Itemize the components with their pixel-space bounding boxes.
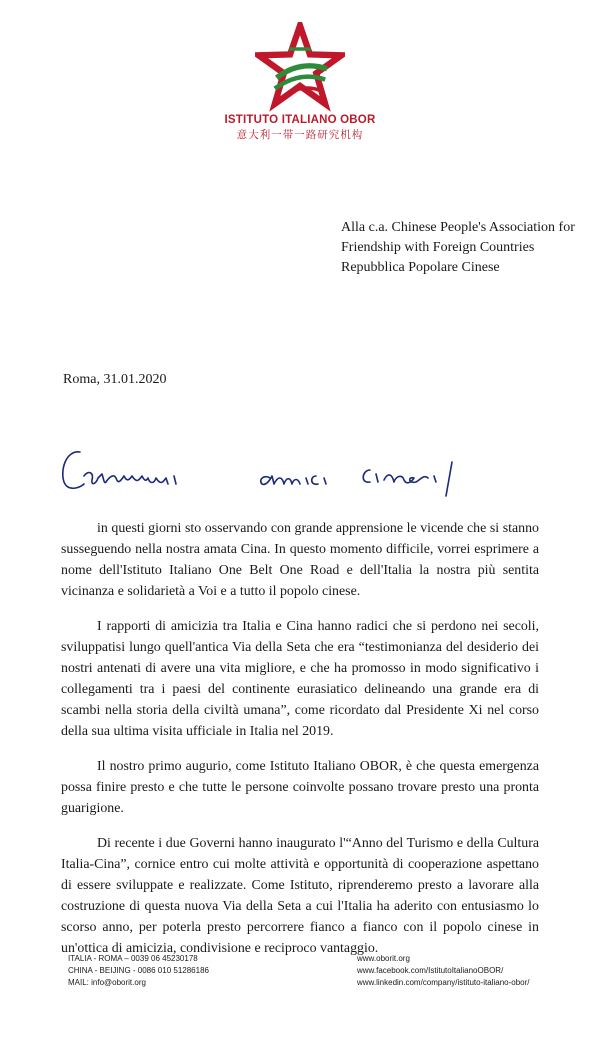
- footer-phone-china: CHINA - BEIJING - 0086 010 51286186: [68, 966, 209, 975]
- org-name: ISTITUTO ITALIANO OBOR: [224, 114, 376, 126]
- footer-linkedin-link[interactable]: www.linkedin.com/company/istituto-italiano-obor/: [357, 978, 530, 987]
- footer-links: [357, 953, 530, 989]
- letter-date: Roma, 31.01.2020: [63, 372, 167, 387]
- recipient-line: Repubblica Popolare Cinese: [341, 260, 500, 275]
- body-paragraph: in questi giorni sto osservando con grande apprensione le vicende che si stanno susseguendo nella nostra amata Cina. In questo momento difficile, vorrei esprimere a nome dell'Istituto Italiano One Belt One Road e dell'Italia la nostra più sentita vicinanza e solidarietà a Voi e a tutto il popolo cinese.: [61, 521, 539, 599]
- footer-facebook-link[interactable]: www.facebook.com/IstitutoItalianoOBOR/: [357, 966, 504, 975]
- footer-website-link[interactable]: www.oborit.org: [357, 954, 410, 963]
- footer-phone-italy: ITALIA - ROMA – 0039 06 45230178: [68, 954, 198, 963]
- body-paragraph: Di recente i due Governi hanno inaugurato l'“Anno del Turismo e della Cultura Italia-Cina”, cornice entro cui molte attività e opportunità di cooperazione aspettano di essere sviluppate e realizzate. Come Istituto, riprenderemo presto a lavorare alla costruzione di questa nuova Via della Seta a cui l'Italia ha aderito con entusiasmo lo scorso anno, per poterla presto percorrere fianco a fianco con il popolo cinese in un'ottica di amicizia, condivisione e reciproco vantaggio.: [61, 836, 539, 956]
- handwriting-icon: [58, 440, 498, 500]
- recipient-address: [341, 218, 575, 278]
- star-logo-icon: [255, 22, 345, 112]
- body-paragraph: Il nostro primo augurio, come Istituto Italiano OBOR, è che questa emergenza possa finire presto e che tutte le persone coinvolte possano trovare presto una pronta guarigione.: [61, 759, 539, 816]
- handwritten-salutation: [58, 440, 498, 500]
- footer-contacts: [68, 953, 209, 989]
- footer-email: MAIL: info@oborit.org: [68, 978, 146, 987]
- recipient-line: Friendship with Foreign Countries: [341, 240, 535, 255]
- letter-body: [61, 518, 539, 973]
- recipient-line: Alla c.a. Chinese People's Association for: [341, 220, 575, 235]
- letterhead-logo: [0, 22, 600, 142]
- body-paragraph: I rapporti di amicizia tra Italia e Cina hanno radici che si perdono nei secoli, sviluppatisi lungo quell'antica Via della Seta che era “testimonianza del desiderio dei nostri antenati di avere una vita migliore, e che ha promosso in modo significativo i collegamenti tra i paesi del continente eurasiatico delineando una grande era di scambi nella storia della civiltà umana”, come ricordato dal Presidente Xi nel corso della sua ultima visita ufficiale in Italia nel 2019.: [61, 619, 539, 739]
- org-name-chinese: 意大利一带一路研究机构: [236, 129, 364, 141]
